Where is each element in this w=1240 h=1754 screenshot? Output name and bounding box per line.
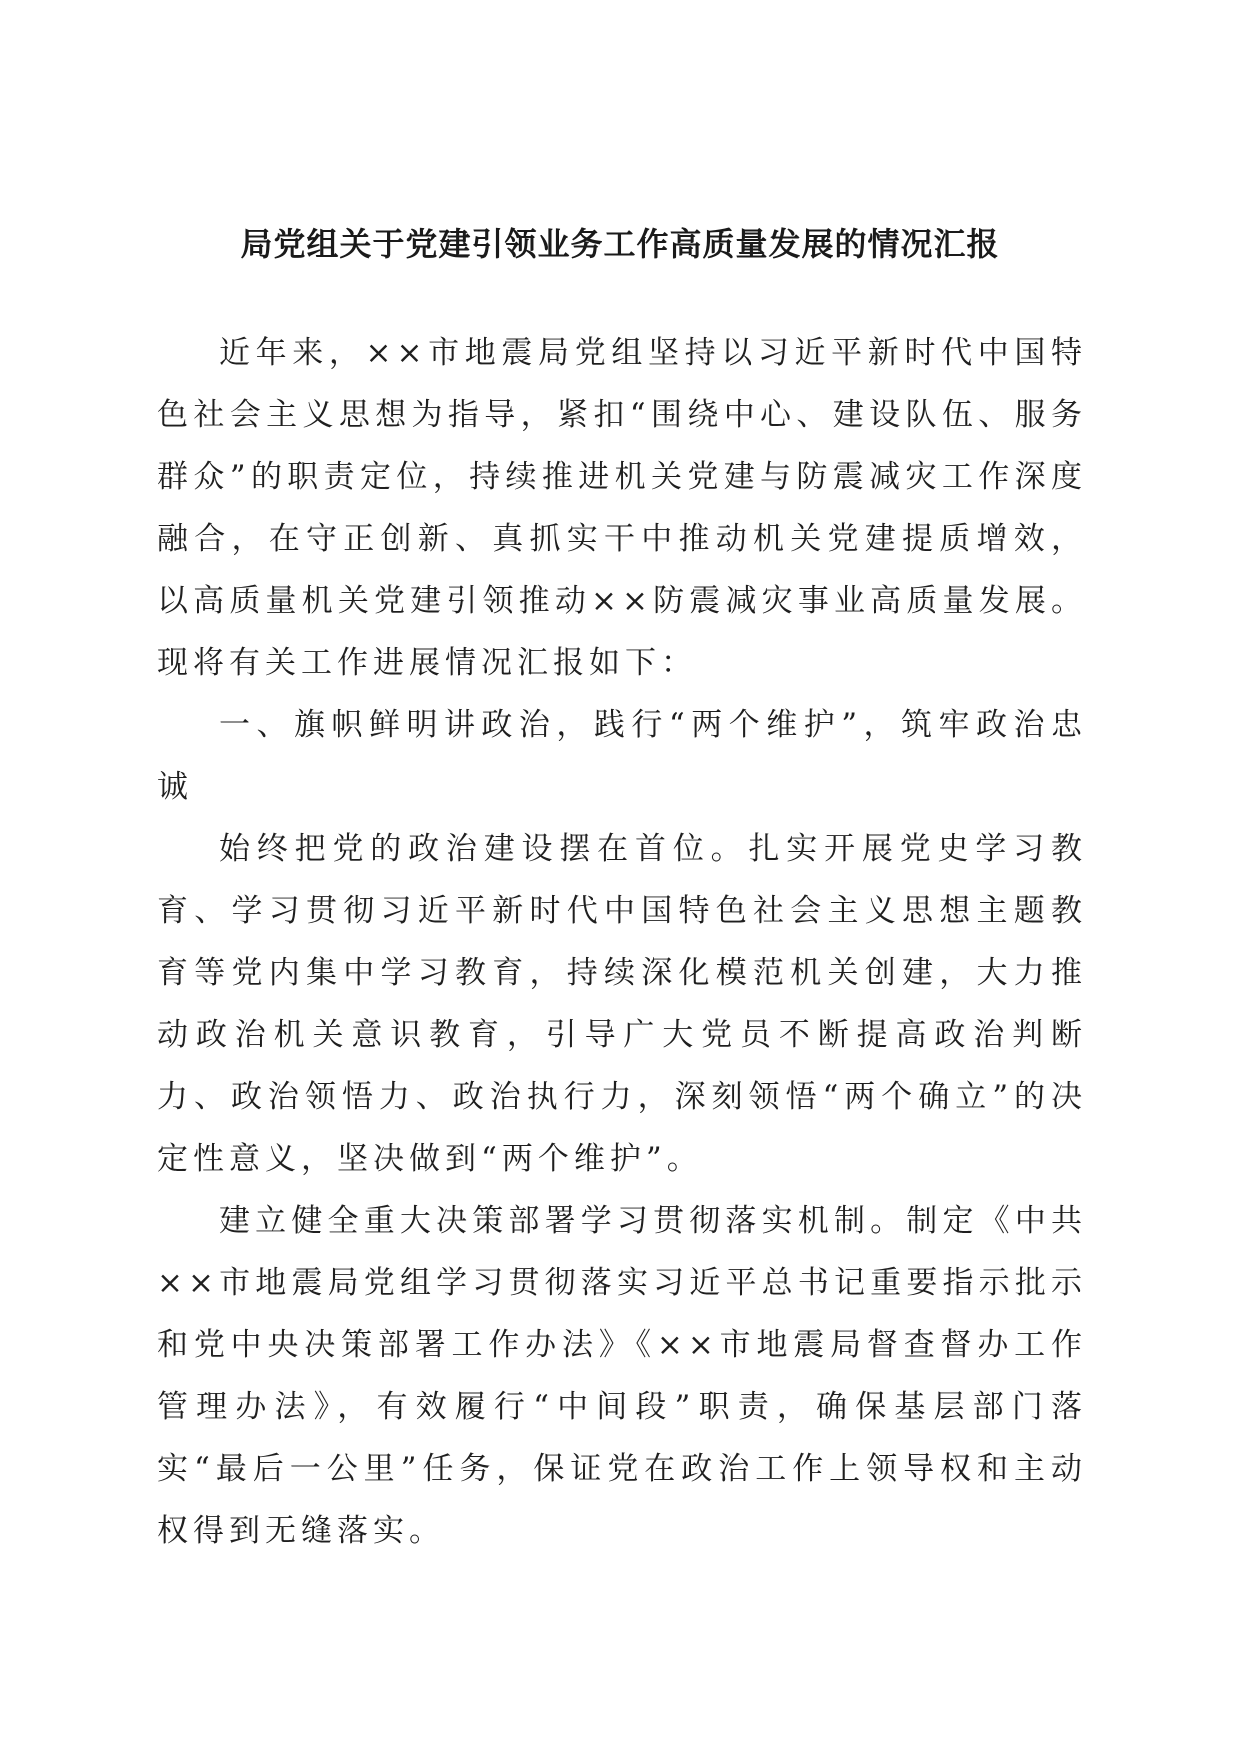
section-heading-1: 一、旗帜鲜明讲政治，践行“两个维护”，筑牢政治忠诚 xyxy=(157,707,1087,805)
paragraph-intro: 近年来，××市地震局党组坚持以习近平新时代中国特色社会主义思想为指导，紧扣“围绕中心、建设队伍、服务群众”的职责定位，持续推进机关党建与防震减灾工作深度融合，在守正创新、真抓实干中推动机关党建提质增效，以高质量机关党建引领推动××防震减灾事业高质量发展。现将有关工作进展情况汇报如下： xyxy=(157,335,1087,681)
document-title: 局党组关于党建引领业务工作高质量发展的情况汇报 xyxy=(240,225,1000,263)
document-body xyxy=(157,322,1087,1562)
paragraph-political-building: 始终把党的政治建设摆在首位。扎实开展党史学习教育、学习贯彻习近平新时代中国特色社会主义思想主题教育等党内集中学习教育，持续深化模范机关创建，大力推动政治机关意识教育，引导广大党员不断提高政治判断力、政治领悟力、政治执行力，深刻领悟“两个确立”的决定性意义，坚决做到“两个维护”。 xyxy=(157,831,1087,1177)
paragraph-decision-mechanism: 建立健全重大决策部署学习贯彻落实机制。制定《中共××市地震局党组学习贯彻落实习近平总书记重要指示批示和党中央决策部署工作办法》《××市地震局督查督办工作管理办法》，有效履行“中间段”职责，确保基层部门落实“最后一公里”任务，保证党在政治工作上领导权和主动权得到无缝落实。 xyxy=(157,1203,1087,1549)
